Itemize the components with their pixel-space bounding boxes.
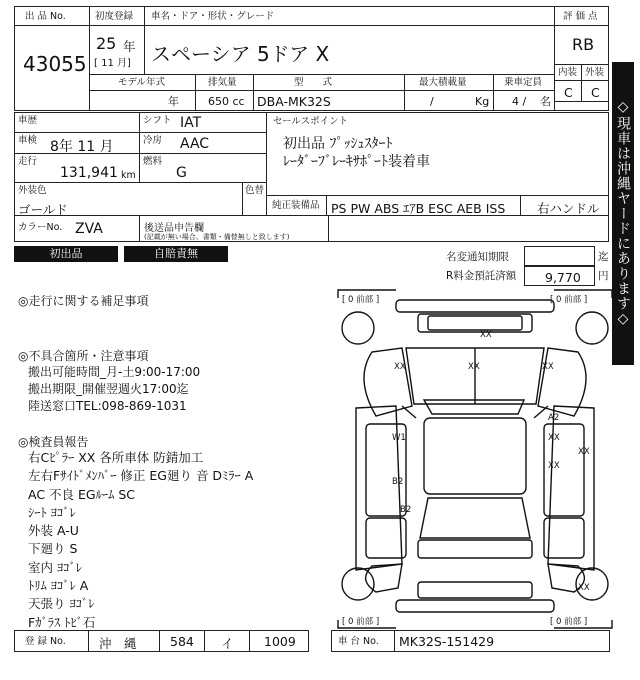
shift-value: IAT [180,115,202,131]
shift-cell [139,112,267,133]
first-reg-year-unit: 年 [123,39,136,54]
fuel-value: G [176,165,187,181]
reg-class: 584 [170,634,194,649]
fuel-cell [139,153,267,183]
model-label: 型 式 [294,77,333,88]
model-year-label-cell [89,74,196,91]
history-cell [14,112,140,133]
reg-number-cell [249,630,309,652]
recycle-value-cell [524,246,595,266]
max-load-value: / [430,95,434,108]
inspector-line: 下廻り S [28,541,78,557]
exterior-label: 外装 [585,67,605,78]
sales-cell [266,112,609,196]
capacity-unit: 名 [540,95,551,108]
first-reg-year: 25 [96,34,117,53]
model-code: DBA-MK32S [257,94,331,109]
inspector-line: 天張り ﾖｺﾞﾚ [28,596,95,612]
lot-no-label-cell [14,6,90,26]
inspection-cell [14,132,140,154]
chassis-cell [394,630,610,652]
interior-grade: C [564,85,573,100]
ext-color-cell [14,182,243,216]
vehicle-label-cell [144,6,555,26]
displacement-value: 650 cc [208,95,245,108]
capacity-label: 乗車定員 [504,77,543,88]
inspector-line: ｼｰﾄ ﾖｺﾞﾚ [28,504,76,520]
inspection-label: 車検 [18,135,38,146]
interior-label-cell [554,64,582,81]
color-no-value: ZVA [75,221,103,237]
diagram-corner-label: [ 0 前部 ] [550,295,588,305]
rating-value: RB [572,35,595,54]
color-no-cell [14,215,140,242]
capacity-value: 4 / [512,95,527,108]
inspector-line: 右Cﾋﾟﾗｰ XX 各所車体 防錆加工 [28,450,204,465]
damage-mark: B2 [392,477,404,487]
mileage-cell [14,153,140,183]
sales-label: セールスポイント [273,116,349,127]
model-year-label: モデル年式 [118,77,166,88]
lot-no-cell [14,25,90,111]
displacement-label: 排気量 [208,77,237,88]
inspector-line: 室内 ﾖｺﾞﾚ [28,559,82,575]
reg-kana-cell [204,630,250,652]
color-change-cell [242,182,267,216]
inspector-line: ﾄﾘﾑ ﾖｺﾞﾚ A [28,578,89,594]
model-label-cell [253,74,405,91]
rating-label-cell [554,6,609,26]
damage-mark: XX [542,362,554,372]
defect-line: 陸送窓口TEL:098-869-1031 [28,399,187,413]
max-load-unit: Kg [475,95,490,108]
max-load-cell [404,90,494,111]
capacity-label-cell [493,74,555,91]
steering-cell [520,195,609,216]
diagram-corner-label: [ 0 前部 ] [550,617,588,627]
diagram-corner-label: [ 0 前部 ] [342,617,380,627]
damage-mark: XX [578,583,590,593]
first-reg-label: 初度登録 [95,11,134,22]
first-reg-cell [89,25,145,75]
model-year-cell [89,90,196,111]
ext-color-value: ゴールド [18,202,68,217]
recycle-label: 名変通知期限 [446,251,509,263]
defect-notes-header: ◎不具合箇所・注意事項 [18,349,149,363]
capacity-cell [493,90,555,111]
sales-line-2: ﾚｰﾀﾞｰﾌﾞﾚｰｷｻﾎﾟｰﾄ装着車 [283,154,430,170]
rear-note: (記載が無い場合、書類・備替無しと致します) [144,233,290,241]
r-fee-value: 9,770 [545,270,581,285]
ac-value: AAC [180,136,210,152]
damage-mark: XX [548,461,560,471]
driving-notes-header: ◎走行に関する補足事項 [18,294,149,308]
damage-mark: W1 [392,433,406,443]
equipment-cell [326,195,521,216]
history-label: 車歴 [18,115,38,126]
reg-label-cell [14,630,89,652]
inspector-line: 左右Fｻｲﾄﾞﾒﾝﾊﾞｰ 修正 EG廻り 音 Dﾐﾗｰ A [28,468,254,484]
car-damage-diagram [336,288,614,630]
equipment-label-cell [266,195,327,216]
damage-mark: XX [578,447,590,457]
damage-mark: XX [480,330,492,340]
damage-mark: B2 [400,505,412,515]
mileage-value: 131,941 [60,165,118,181]
shift-label: シフト [143,115,172,126]
r-fee-label: R料金預託済額 [446,270,517,282]
mileage-unit: km [121,170,136,181]
chassis-label-cell [331,630,395,652]
vehicle-label: 車名・ドア・形状・グレード [151,11,275,22]
diagram-corner-label: [ 0 前部 ] [342,295,380,305]
vehicle-name: スペーシア 5ドア X [151,42,330,66]
chassis-label: 車 台 No. [338,636,379,647]
sales-line-1: 初出品 ﾌﾟｯｼｭｽﾀｰﾄ [283,136,393,152]
damage-mark: XX [468,362,480,372]
rear-label: 後送品申告欄 [144,223,204,234]
exterior-label-cell [581,64,609,81]
equipment-value: PS PW ABS ｴｱB ESC AEB ISS [331,201,506,216]
defect-line: 搬出可能時間_月-土9:00-17:00 [28,365,201,379]
inspector-lines [28,449,253,632]
lot-no-label: 出 品 No. [25,11,66,22]
inspection-value: 8年 11 月 [50,139,114,155]
damage-mark: XX [548,433,560,443]
color-no-label: カラーNo. [18,222,63,233]
lot-no: 43055 [23,52,87,76]
model-code-cell [253,90,405,111]
inspector-line: Fｶﾞﾗｽ ﾄﾋﾞ石 [28,614,96,630]
inspector-line: 外装 A-U [28,523,79,539]
max-load-label-cell [404,74,494,91]
interior-label: 内装 [558,67,578,78]
defect-lines [28,364,200,415]
color-change-label: 色替 [245,185,265,196]
r-fee-cell [524,266,595,286]
damage-mark: A2 [548,413,560,423]
max-load-label: 最大積載量 [419,77,467,88]
recycle-unit: 迄 [598,251,609,263]
rear-cell [139,215,329,242]
steering-value: 右ハンドル [537,201,600,216]
ac-label: 冷房 [143,135,163,146]
interior-grade-cell [554,80,582,102]
first-listing-tag: 初出品 [14,246,118,262]
equipment-label: 純正装備品 [272,200,320,211]
reg-number: 1009 [264,634,296,649]
reg-region-cell [88,630,160,652]
exterior-grade: C [591,85,600,100]
inspector-line: AC 不良 EGﾙｰﾑ SC [28,486,135,502]
displacement-label-cell [195,74,254,91]
reg-label: 登 録 No. [25,636,66,647]
reg-kana: イ [221,636,234,651]
model-year-unit: 年 [168,95,179,108]
liability-tag: 自賠責無 [124,246,228,262]
exterior-grade-cell [581,80,609,102]
ext-color-label: 外装色 [18,185,47,196]
vehicle-name-cell [144,25,555,75]
displacement-cell [195,90,254,111]
first-reg-month: [ 11 月] [94,58,131,69]
ac-cell [139,132,267,154]
fuel-label: 燃料 [143,156,163,167]
reg-region: 沖 縄 [99,636,137,651]
first-reg-label-cell [89,6,145,26]
defect-line: 搬出期限_開催翌週火17:00迄 [28,382,189,396]
rating-cell [554,25,609,65]
rating-label: 評 価 点 [563,11,598,22]
inspector-notes-header: ◎検査員報告 [18,435,89,449]
chassis-no: MK32S-151429 [399,634,495,649]
reg-class-cell [159,630,205,652]
r-fee-unit: 円 [598,270,609,282]
mileage-label: 走行 [18,156,38,167]
yard-location-banner: ◇現車は沖縄ヤードにあります◇ [612,62,634,365]
damage-mark: XX [394,362,406,372]
